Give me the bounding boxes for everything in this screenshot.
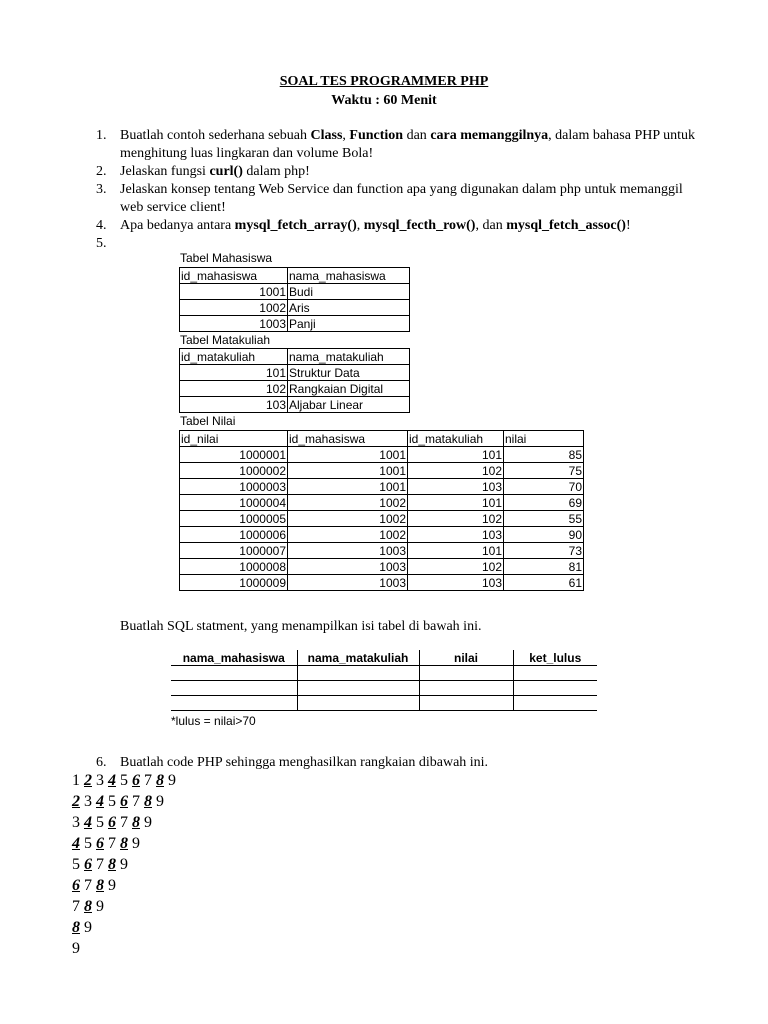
sequence-line (72, 833, 176, 854)
table-cell: 1002 (288, 511, 408, 527)
question-2 (96, 163, 696, 181)
table-cell: 103 (180, 397, 288, 413)
table-row (180, 447, 584, 463)
table-caption-nilai: Tabel Nilai (180, 414, 236, 428)
table-cell: 103 (408, 575, 504, 591)
question-text: Jelaskan konsep tentang Web Service dan function apa yang digunakan dalam php untuk memanggil web service client! (120, 182, 683, 215)
sql-instruction: Buatlah SQL statment, yang menampilkan isi tabel di bawah ini. (120, 619, 482, 634)
table-row (180, 543, 584, 559)
table-cell: Panji (288, 316, 410, 332)
table-cell: 1003 (288, 559, 408, 575)
sequence-digit: 5 (108, 793, 116, 810)
table-cell: 1000008 (180, 559, 288, 575)
question-1 (96, 127, 696, 163)
question-number: 6. (96, 755, 107, 770)
table-row (180, 527, 584, 543)
table-row (180, 300, 410, 316)
table-header-cell: id_mahasiswa (180, 268, 288, 284)
table-cell: 1000004 (180, 495, 288, 511)
table-cell: 1002 (288, 527, 408, 543)
sequence-digit: 8 (144, 793, 152, 810)
sequence-digit: 9 (156, 793, 164, 810)
table-cell: 90 (504, 527, 584, 543)
sequence-digit: 5 (84, 835, 92, 852)
sequence-digit: 7 (132, 793, 140, 810)
sequence-digit: 8 (72, 919, 80, 936)
sequence-digit: 9 (84, 919, 92, 936)
table-cell: 103 (408, 527, 504, 543)
sequence-line (72, 875, 176, 896)
question-number: 3. (96, 182, 107, 197)
sequence-digit: 8 (120, 835, 128, 852)
sequence-digit: 8 (108, 856, 116, 873)
number-sequence (72, 770, 176, 959)
table-cell: 85 (504, 447, 584, 463)
sequence-digit: 9 (168, 772, 176, 789)
sequence-digit: 6 (120, 793, 128, 810)
sequence-digit: 2 (84, 772, 92, 789)
table-header-cell: nama_matakuliah (288, 349, 410, 365)
sequence-digit: 2 (72, 793, 80, 810)
table-cell: 1001 (288, 447, 408, 463)
table-cell: 1000005 (180, 511, 288, 527)
table-row (171, 681, 597, 696)
table-header-cell: nilai (504, 431, 584, 447)
table-cell: 1001 (180, 284, 288, 300)
sequence-digit: 4 (84, 814, 92, 831)
sequence-line (72, 917, 176, 938)
sequence-digit: 3 (72, 814, 80, 831)
table-cell: 103 (408, 479, 504, 495)
question-6 (96, 754, 696, 772)
sequence-digit: 5 (120, 772, 128, 789)
table-matakuliah (179, 348, 410, 413)
table-cell: Struktur Data (288, 365, 410, 381)
question-4 (96, 217, 696, 235)
table-cell: 75 (504, 463, 584, 479)
question-text: Jelaskan fungsi curl() dalam php! (120, 164, 310, 179)
table-header-cell: nama_mahasiswa (288, 268, 410, 284)
table-row (180, 284, 410, 300)
table-cell: 1003 (288, 543, 408, 559)
table-cell: Aljabar Linear (288, 397, 410, 413)
sequence-digit: 7 (84, 877, 92, 894)
table-caption-matakuliah: Tabel Matakuliah (180, 333, 271, 347)
sequence-digit: 4 (96, 793, 104, 810)
table-cell: 1002 (288, 495, 408, 511)
table-cell: 101 (408, 447, 504, 463)
sequence-line (72, 770, 176, 791)
table-row (180, 575, 584, 591)
question-text: Buatlah contoh sederhana sebuah Class, Function dan cara memanggilnya, dalam bahasa PHP untuk menghitung luas lingkaran dan volume Bola! (120, 128, 695, 161)
table-cell: 101 (180, 365, 288, 381)
table-header-row (171, 650, 597, 666)
sequence-line (72, 854, 176, 875)
table-header-cell: id_matakuliah (180, 349, 288, 365)
sequence-digit: 6 (132, 772, 140, 789)
table-row (180, 397, 410, 413)
table-cell: 1001 (288, 463, 408, 479)
sequence-digit: 7 (96, 856, 104, 873)
question-number: 5. (96, 236, 107, 251)
question-3 (96, 181, 696, 217)
result-note: *lulus = nilai>70 (171, 714, 256, 728)
sequence-digit: 3 (96, 772, 104, 789)
table-header-row (180, 349, 410, 365)
table-cell: 1003 (180, 316, 288, 332)
table-cell: 55 (504, 511, 584, 527)
sequence-line (72, 896, 176, 917)
table-cell: 70 (504, 479, 584, 495)
table-cell: 1002 (180, 300, 288, 316)
question-number: 1. (96, 128, 107, 143)
table-row (180, 559, 584, 575)
sequence-line (72, 791, 176, 812)
table-cell: 102 (408, 559, 504, 575)
table-header-cell: ket_lulus (513, 650, 597, 666)
sequence-digit: 7 (108, 835, 116, 852)
table-row (171, 696, 597, 711)
table-header-cell: id_mahasiswa (288, 431, 408, 447)
table-header-row (180, 431, 584, 447)
table-cell: 1000007 (180, 543, 288, 559)
table-cell: 81 (504, 559, 584, 575)
table-header-row (180, 268, 410, 284)
table-cell: 101 (408, 543, 504, 559)
sequence-digit: 1 (72, 772, 80, 789)
sequence-digit: 7 (72, 898, 80, 915)
table-row (180, 463, 584, 479)
table-cell: 1000003 (180, 479, 288, 495)
sequence-digit: 3 (84, 793, 92, 810)
table-cell: 1000006 (180, 527, 288, 543)
sequence-line (72, 938, 176, 959)
table-header-cell: nama_mahasiswa (171, 650, 297, 666)
sequence-digit: 8 (132, 814, 140, 831)
sequence-digit: 6 (72, 877, 80, 894)
table-cell: 1000002 (180, 463, 288, 479)
table-header-cell: id_nilai (180, 431, 288, 447)
table-header-cell: nilai (419, 650, 513, 666)
sequence-digit: 9 (120, 856, 128, 873)
table-cell: 69 (504, 495, 584, 511)
table-cell: 102 (408, 511, 504, 527)
table-caption-mahasiswa: Tabel Mahasiswa (180, 251, 273, 265)
table-cell: 1003 (288, 575, 408, 591)
table-nilai (179, 430, 584, 591)
sequence-digit: 9 (144, 814, 152, 831)
question-number: 4. (96, 218, 107, 233)
table-cell: 61 (504, 575, 584, 591)
table-cell: Rangkaian Digital (288, 381, 410, 397)
table-cell: Budi (288, 284, 410, 300)
table-cell: 1001 (288, 479, 408, 495)
table-cell: 101 (408, 495, 504, 511)
sequence-digit: 9 (132, 835, 140, 852)
sequence-digit: 7 (144, 772, 152, 789)
question-text: Buatlah code PHP sehingga menghasilkan rangkaian dibawah ini. (120, 755, 489, 770)
sequence-digit: 9 (108, 877, 116, 894)
sequence-digit: 8 (96, 877, 104, 894)
sequence-digit: 4 (108, 772, 116, 789)
table-header-cell: id_matakuliah (408, 431, 504, 447)
table-row (180, 381, 410, 397)
page-title: SOAL TES PROGRAMMER PHP (279, 74, 489, 89)
question-text: Apa bedanya antara mysql_fetch_array(), mysql_fecth_row(), dan mysql_fetch_assoc()! (120, 218, 631, 233)
sequence-digit: 6 (108, 814, 116, 831)
sequence-digit: 4 (72, 835, 80, 852)
sequence-line (72, 812, 176, 833)
sequence-digit: 9 (72, 940, 80, 957)
sequence-digit: 6 (96, 835, 104, 852)
table-header-cell: nama_matakuliah (297, 650, 419, 666)
page-subtitle: Waktu : 60 Menit (331, 93, 437, 108)
sequence-digit: 9 (96, 898, 104, 915)
sequence-digit: 7 (120, 814, 128, 831)
sequence-digit: 6 (84, 856, 92, 873)
sequence-digit: 8 (84, 898, 92, 915)
table-row (180, 479, 584, 495)
table-cell: Aris (288, 300, 410, 316)
table-mahasiswa (179, 267, 410, 332)
sequence-digit: 5 (96, 814, 104, 831)
table-row (180, 495, 584, 511)
table-cell: 1000001 (180, 447, 288, 463)
table-cell: 73 (504, 543, 584, 559)
table-cell: 102 (180, 381, 288, 397)
table-cell: 102 (408, 463, 504, 479)
table-row (180, 316, 410, 332)
sequence-digit: 5 (72, 856, 80, 873)
table-row (180, 365, 410, 381)
result-table (171, 650, 597, 711)
table-row (171, 666, 597, 681)
question-number: 2. (96, 164, 107, 179)
table-cell: 1000009 (180, 575, 288, 591)
sequence-digit: 8 (156, 772, 164, 789)
table-row (180, 511, 584, 527)
